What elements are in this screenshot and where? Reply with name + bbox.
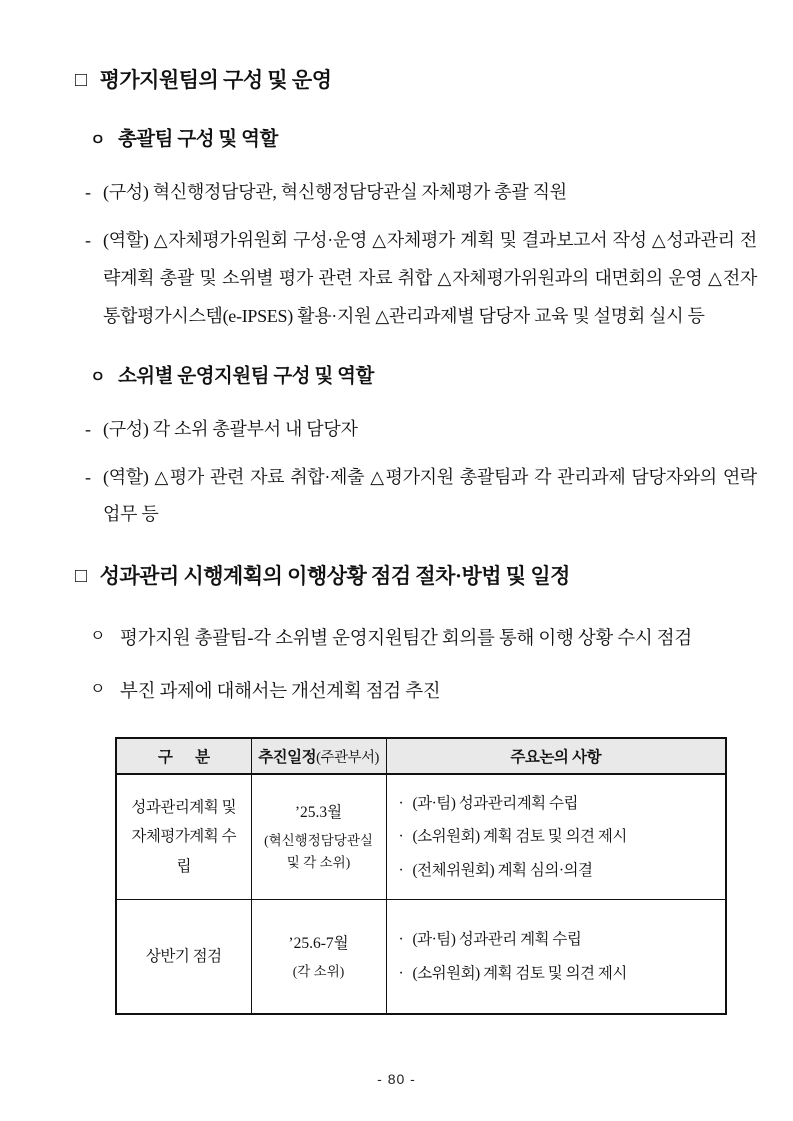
dot-bullet-icon: ·	[398, 861, 404, 879]
header-category-label: 구 분	[157, 749, 210, 767]
square-bullet-icon: □	[75, 69, 87, 91]
cell-schedule	[251, 899, 386, 1014]
list-item	[75, 459, 757, 535]
cell-topics	[386, 899, 726, 1014]
topic-text: (과·팀) 성과관리계획 수립	[412, 795, 578, 813]
group-general-team	[75, 127, 757, 336]
topic-line	[399, 923, 714, 956]
list-item-text: 부진 과제에 대해서는 개선계획 점검 추진	[120, 682, 441, 703]
list-item	[75, 621, 757, 658]
cell-category: 상반기 점검	[116, 899, 251, 1014]
list-item-text: (역할) △자체평가위원회 구성·운영 △자체평가 계획 및 결과보고서 작성 △성과관리 전략계획 총괄 및 소위별 평가 관련 자료 취합 △자체평가위원과의 대면회의 운영 △전자통합평가시스템(e-IPSES) 활용·지원 △관리과제별 담당자 교육 및 설명회 실시 등	[103, 230, 757, 326]
topic-line	[399, 787, 714, 820]
topic-line	[399, 820, 714, 853]
header-schedule	[251, 738, 386, 774]
header-schedule-label: 추진일정	[258, 749, 317, 767]
list-item-text: (역할) △평가 관련 자료 취합·제출 △평가지원 총괄팀과 각 관리과제 담당자와의 연락 업무 등	[103, 466, 757, 525]
cell-schedule	[251, 774, 386, 899]
dot-bullet-icon: ·	[398, 828, 404, 846]
cell-category: 성과관리계획 및 자체평가계획 수립	[116, 774, 251, 899]
header-topics	[386, 738, 726, 774]
section-inspection-schedule	[75, 562, 757, 1015]
square-bullet-icon: □	[75, 565, 87, 588]
section-title-text: 평가지원팀의 구성 및 운영	[99, 68, 332, 92]
section-title	[75, 562, 757, 591]
dash-bullet-icon: -	[85, 466, 91, 487]
list-item	[75, 222, 757, 335]
topic-text: (전체위원회) 계획 심의·의결	[412, 861, 593, 879]
schedule-owner: (혁신행정담당관실 및 각 소위)	[264, 833, 373, 871]
schedule-table	[115, 737, 727, 1015]
group-subcommittee-team	[75, 364, 757, 535]
list-item	[75, 174, 757, 212]
schedule-owner: (각 소위)	[292, 963, 345, 979]
list-item	[75, 674, 757, 711]
topic-text: (과·팀) 성과관리 계획 수립	[412, 931, 582, 949]
section-title	[75, 66, 757, 95]
section-title-text: 성과관리 시행계획의 이행상황 점검 절차·방법 및 일정	[99, 564, 570, 589]
group-title-text: 소위별 운영지원팀 구성 및 역할	[117, 365, 374, 387]
group-title-text: 총괄팀 구성 및 역할	[117, 129, 278, 150]
dot-bullet-icon: ·	[398, 931, 404, 949]
circle-bullet-icon: ㅇ	[90, 132, 105, 149]
circle-bullet-icon: ㅇ	[90, 628, 106, 646]
group-title	[90, 127, 757, 152]
table-row	[116, 774, 726, 899]
schedule-date: ’25.6-7월	[288, 934, 349, 952]
topic-text: (소위원회) 계획 검토 및 의견 제시	[412, 964, 627, 982]
page-number: - 80 -	[377, 1071, 416, 1087]
cell-topics	[386, 774, 726, 899]
header-category	[116, 738, 251, 774]
header-schedule-sublabel: (주관부서)	[316, 750, 379, 767]
table-header	[116, 738, 726, 774]
topic-text: (소위원회) 계획 검토 및 의견 제시	[412, 828, 627, 846]
header-topics-label: 주요논의 사항	[510, 749, 602, 767]
list-item-text: (구성) 혁신행정담당관, 혁신행정담당관실 자체평가 총괄 직원	[103, 182, 567, 203]
list-item-text: 평가지원 총괄팀-각 소위별 운영지원팀간 회의를 통해 이행 상황 수시 점검	[120, 629, 692, 650]
dash-bullet-icon: -	[85, 418, 91, 439]
circle-bullet-icon: ㅇ	[90, 368, 105, 386]
table-row	[116, 899, 726, 1014]
section-team-composition	[75, 66, 757, 534]
dot-bullet-icon: ·	[398, 795, 404, 813]
schedule-date: ’25.3월	[294, 804, 343, 822]
dash-bullet-icon: -	[85, 182, 91, 203]
topic-line	[399, 854, 714, 887]
circle-bullet-icon: ㅇ	[90, 681, 106, 699]
group-title	[90, 364, 757, 389]
dash-bullet-icon: -	[85, 230, 91, 251]
dot-bullet-icon: ·	[398, 964, 404, 982]
list-item	[75, 411, 757, 449]
topic-line	[399, 957, 714, 990]
list-item-text: (구성) 각 소위 총괄부서 내 담당자	[103, 418, 358, 439]
